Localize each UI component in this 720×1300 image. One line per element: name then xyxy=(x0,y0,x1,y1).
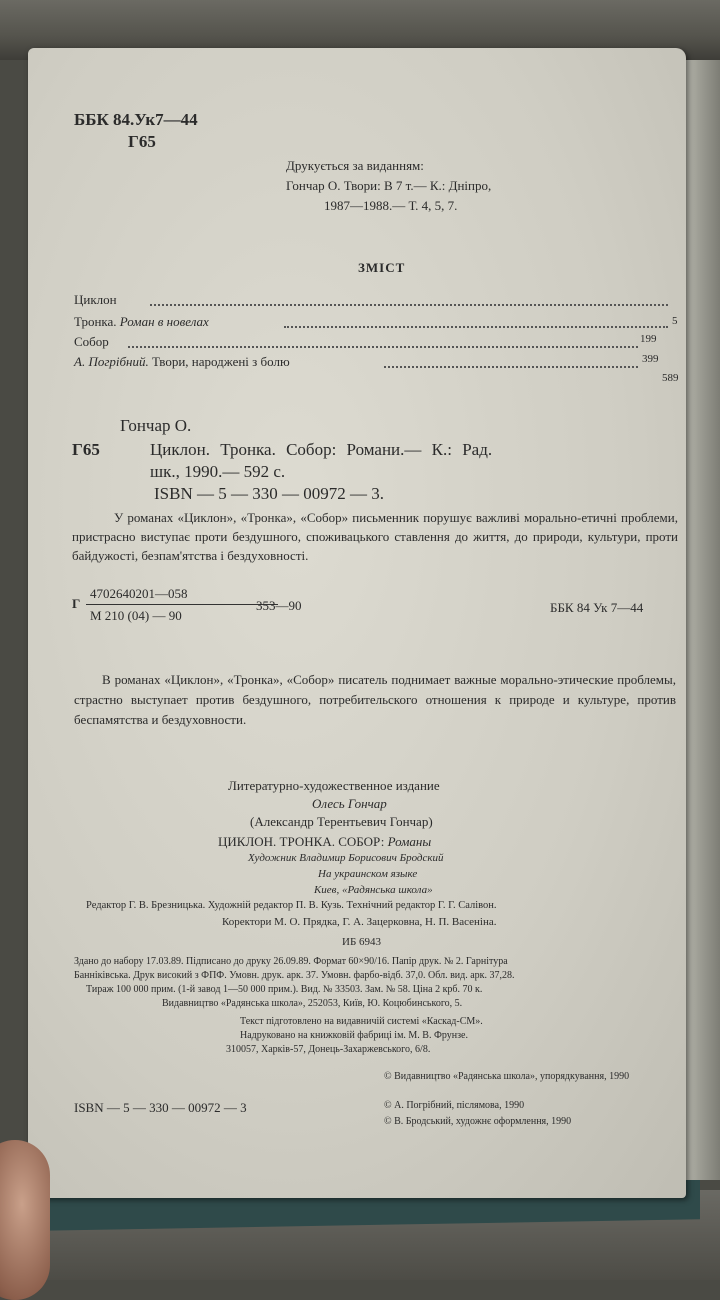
contents-page: 5 xyxy=(672,315,678,327)
printed-by-source: Гончар О. Твори: В 7 т.— К.: Дніпро, xyxy=(286,178,492,193)
tech-line-2: Банніківська. Друк високий з ФПФ. Умовн. друк. арк. 37. Умовн. фарбо-відб. 37,0. Обл. вид. арк. 37,28. xyxy=(74,970,515,981)
catalog-publisher: шк., 1990.— 592 с. xyxy=(150,462,286,481)
imprint-language: На украинском языке xyxy=(318,868,418,880)
catalog-title: Циклон. Тронка. Собор: Романи.— К.: Рад. xyxy=(150,440,493,459)
printed-by-label: Друкується за виданням: xyxy=(286,158,424,173)
catalog-code: Г65 xyxy=(72,440,100,459)
book-page xyxy=(28,48,686,1198)
imprint-author-full: (Александр Терентьевич Гончар) xyxy=(250,814,433,829)
contents-item: А. Погрібний. Твори, народжені з болю xyxy=(74,354,290,369)
tech-line-4: Видавництво «Радянська школа», 252053, Київ, Ю. Коцюбинського, 5. xyxy=(162,998,463,1009)
tech-line-1: Здано до набору 17.03.89. Підписано до друку 26.09.89. Формат 60×90/16. Папір друк. № 2. Гарнітура xyxy=(74,956,508,967)
catalog-number-top: 4702640201—058 xyxy=(90,586,188,601)
printed-by-years: 1987—1988.— Т. 4, 5, 7. xyxy=(324,198,458,213)
catalog-isbn: ISBN — 5 — 330 — 00972 — 3. xyxy=(154,484,384,503)
imprint-editors: Редактор Г. В. Брезницька. Художній редактор П. В. Кузь. Технічний редактор Г. Г. Салівон. xyxy=(86,900,497,911)
bbk-code: ББК 84.Ук7—44 xyxy=(74,110,198,129)
page-stack-edge xyxy=(682,60,720,1180)
tech-line-6: Надруковано на книжковій фабриці ім. М. В. Фрунзе. xyxy=(240,1030,468,1041)
contents-title: ЗМІСТ xyxy=(358,260,406,275)
tech-line-3: Тираж 100 000 прим. (1-й завод 1—50 000 прим.). Вид. № 33503. Зам. № 58. Ціна 2 крб. 70 к. xyxy=(86,984,483,995)
imprint-proofreaders: Коректори М. О. Прядка, Г. А. Зацерковна, Н. П. Васеніна. xyxy=(222,916,497,928)
imprint-author: Олесь Гончар xyxy=(312,796,387,811)
imprint-city: Киев, «Радянська школа» xyxy=(314,884,433,896)
catalog-author: Гончар О. xyxy=(120,416,192,435)
catalog-number-right: 353—90 xyxy=(256,598,302,613)
contents-item: Тронка. Роман в новелах xyxy=(74,314,209,329)
imprint-type: Литературно-художественное издание xyxy=(228,778,440,793)
tech-line-7: 310057, Харків-57, Донець-Захаржевського, 6/8. xyxy=(226,1044,431,1055)
copyright-afterword: © А. Погрібний, післямова, 1990 xyxy=(384,1100,525,1111)
contents-item: Циклон xyxy=(74,292,117,307)
copyright-design: © В. Бродський, художнє оформлення, 1990 xyxy=(384,1116,572,1127)
imprint-ib: ИБ 6943 xyxy=(342,936,382,948)
catalog-bbk: ББК 84 Ук 7—44 xyxy=(550,600,644,615)
contents-page: 199 xyxy=(640,333,657,345)
imprint-title: ЦИКЛОН. ТРОНКА. СОБОР: Романы xyxy=(218,834,432,849)
isbn-bottom: ISBN — 5 — 330 — 00972 — 3 xyxy=(74,1100,247,1115)
fraction-line xyxy=(86,604,278,605)
tech-line-5: Текст підготовлено на видавничій системі «Каскад-СМ». xyxy=(240,1016,483,1027)
thumb xyxy=(0,1140,50,1300)
abstract-ru: В романах «Циклон», «Тронка», «Собор» писатель поднимает важные морально-этические проблемы, страстно выступает против бездушного, потребительского отношения к природе и культуре, против беспамятства и бездуховности. xyxy=(74,672,676,727)
contents-page: 399 xyxy=(642,353,659,365)
catalog-abstract-ua: У романах «Циклон», «Тронка», «Собор» письменник порушує важливі морально-етичні проблеми, пристрасно виступає проти бездушного, споживацького ставлення до життя, до природи, культури, проти байдужості, безпам'ятства і бездуховності. xyxy=(72,510,678,563)
catalog-number-bottom: М 210 (04) — 90 xyxy=(90,608,182,623)
author-mark: Г65 xyxy=(128,132,156,151)
contents-item: Собор xyxy=(74,334,109,349)
contents-page: 589 xyxy=(662,372,679,384)
copyright-publisher: © Видавництво «Радянська школа», упорядкування, 1990 xyxy=(384,1071,630,1082)
imprint-artist: Художник Владимир Борисович Бродский xyxy=(248,852,444,864)
catalog-g: Г xyxy=(72,596,81,611)
